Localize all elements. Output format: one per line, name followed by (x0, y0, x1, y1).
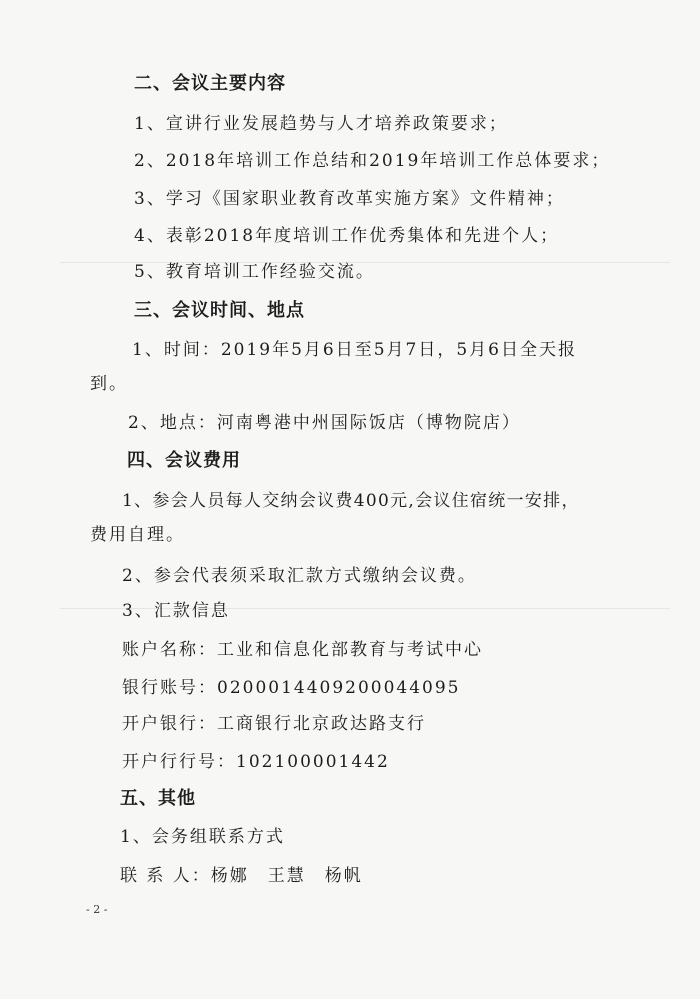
section-heading: 三、会议时间、地点 (134, 300, 305, 321)
list-item: 2、2018年培训工作总结和2019年培训工作总体要求； (134, 151, 611, 171)
list-item: 1、时间：2019年5月6日至5月7日，5月6日全天报 (132, 340, 577, 360)
list-item: 1、参会人员每人交纳会议费400元,会议住宿统一安排， (122, 491, 580, 511)
section-heading: 四、会议费用 (127, 450, 241, 471)
list-item: 1、会务组联系方式 (120, 827, 285, 847)
list-item: 3、学习《国家职业教育改革实施方案》文件精神； (134, 189, 565, 209)
list-item: 4、表彰2018年度培训工作优秀集体和先进个人； (134, 226, 560, 246)
list-item: 2、参会代表须采取汇款方式缴纳会议费。 (122, 566, 477, 586)
section-heading: 二、会议主要内容 (134, 73, 286, 94)
list-item: 2、地点：河南粤港中州国际饭店（博物院店） (128, 413, 521, 433)
page-number: - 2 - (86, 903, 108, 916)
bank-code: 开户行行号：102100001442 (122, 752, 390, 772)
bank-name: 开户银行：工商银行北京政达路支行 (122, 714, 426, 734)
list-item-continuation: 费用自理。 (90, 525, 185, 545)
contact-persons: 联 系 人：杨娜 王慧 杨帆 (120, 866, 363, 886)
account-name: 账户名称：工业和信息化部教育与考试中心 (122, 640, 483, 660)
list-item: 3、汇款信息 (122, 601, 230, 621)
list-item: 5、教育培训工作经验交流。 (134, 262, 375, 282)
list-item-continuation: 到。 (90, 374, 128, 394)
section-heading: 五、其他 (120, 788, 196, 809)
list-item: 1、宣讲行业发展趋势与人才培养政策要求； (134, 114, 508, 134)
bank-account: 银行账号：0200014409200044095 (122, 678, 461, 698)
